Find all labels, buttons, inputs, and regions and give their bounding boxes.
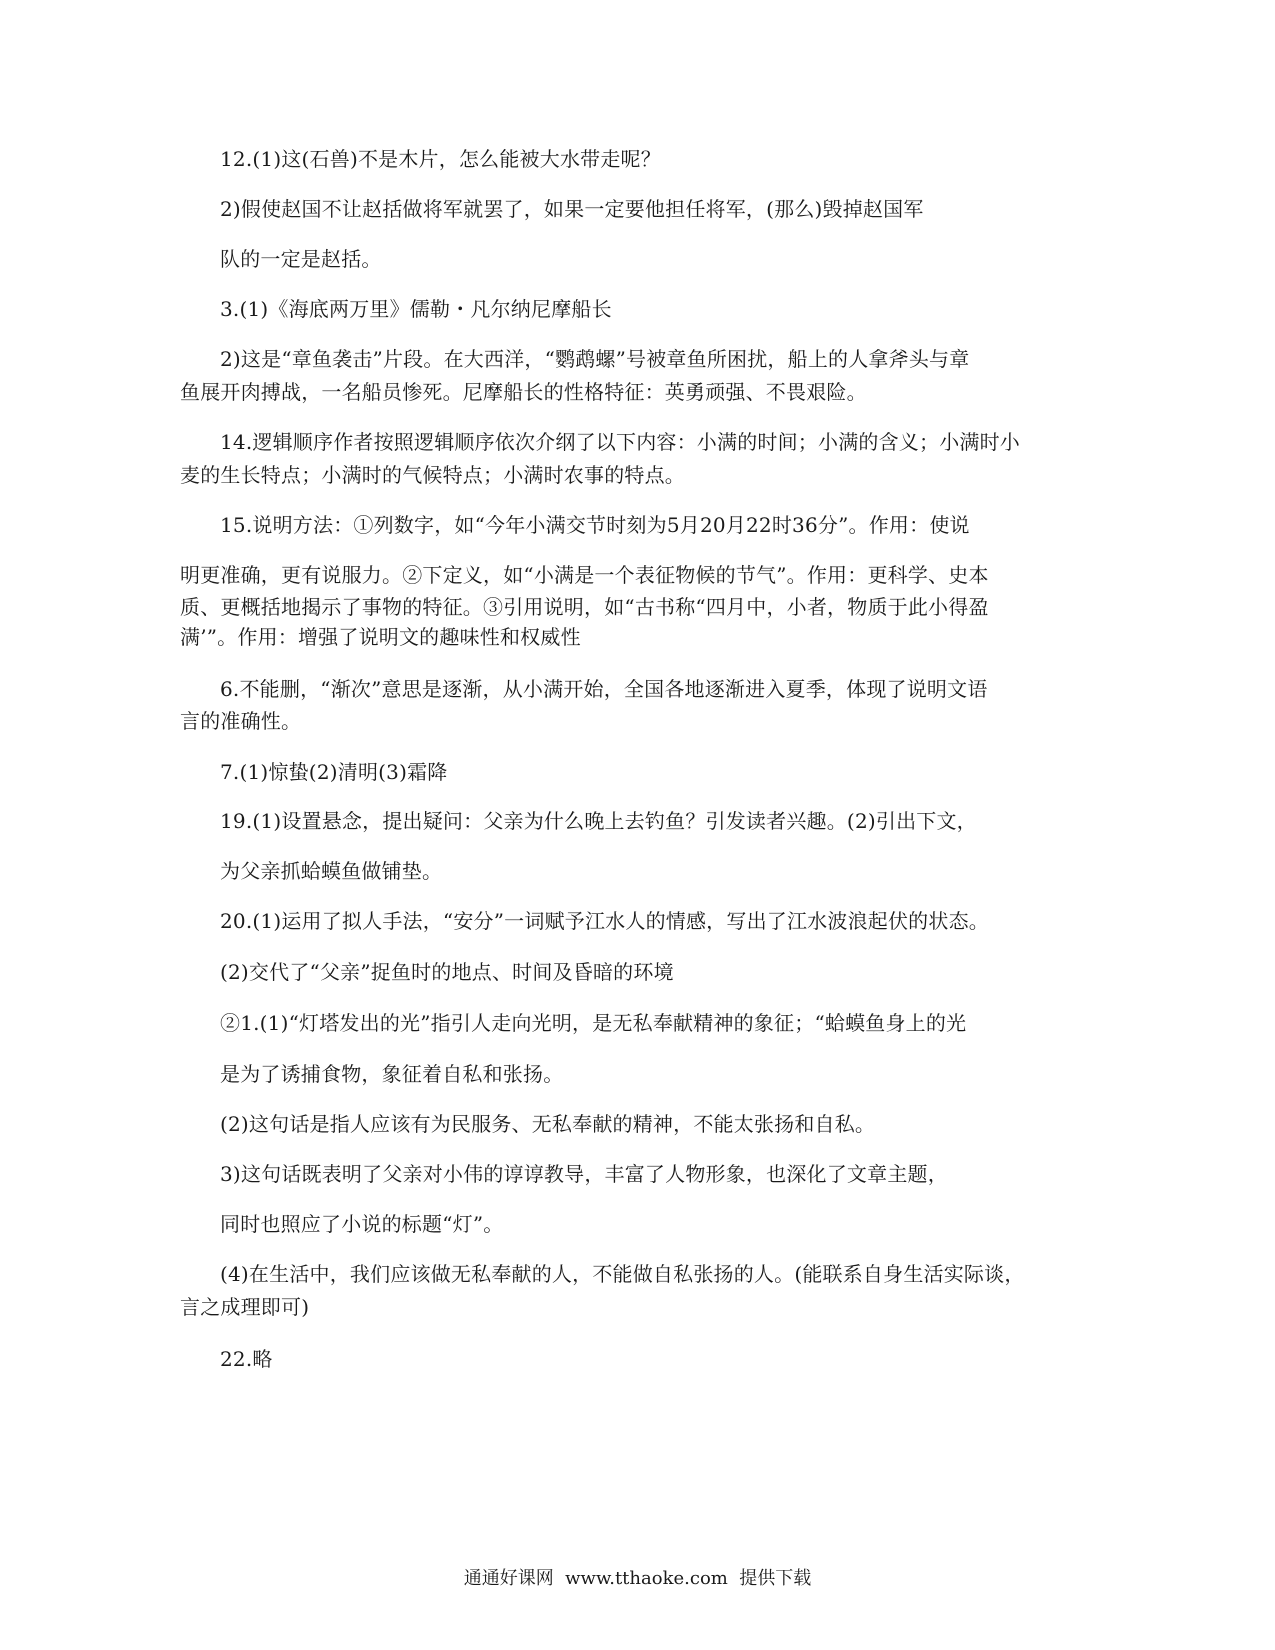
answer-line: 质、更概括地揭示了事物的特征。③引用说明，如“古书称“四月中，小者，物质于此小得盈 — [180, 595, 989, 619]
answer-line: 为父亲抓蛤蟆鱼做铺垫。 — [220, 859, 443, 883]
answer-line: 19.(1)设置悬念，提出疑问：父亲为什么晚上去钓鱼？引发读者兴趣。(2)引出下文， — [220, 809, 977, 833]
answer-line: ②1.(1)“灯塔发出的光”指引人走向光明，是无私奉献精神的象征；“蛤蟆鱼身上的光 — [220, 1011, 967, 1035]
page-footer: 通通好课网 www.tthaoke.com 提供下载 — [463, 1568, 812, 1589]
answer-line: 是为了诱捕食物，象征着自私和张扬。 — [220, 1062, 564, 1086]
answer-line: 同时也照应了小说的标题“灯”。 — [220, 1212, 504, 1236]
answer-line: 3)这句话既表明了父亲对小伟的谆谆教导，丰富了人物形象，也深化了文章主题， — [220, 1162, 948, 1186]
answer-line: 15.说明方法：①列数字，如“今年小满交节时刻为5月20月22时36分”。作用：使说 — [220, 513, 970, 537]
answer-line: 队的一定是赵括。 — [220, 247, 382, 271]
answer-line: 2)这是“章鱼袭击”片段。在大西洋，“鹦鹉螺”号被章鱼所困扰，船上的人拿斧头与章 — [220, 347, 970, 371]
answer-line: 22.略 — [220, 1347, 273, 1371]
answer-line: (2)交代了“父亲”捉鱼时的地点、时间及昏暗的环境 — [220, 960, 674, 984]
answer-line: 20.(1)运用了拟人手法，“安分”一词赋予江水人的情感，写出了江水波浪起伏的状态。 — [220, 909, 989, 933]
answer-line: 2)假使赵国不让赵括做将军就罢了，如果一定要他担任将军，(那么)毁掉赵国军 — [220, 197, 924, 221]
answer-line: 6.不能删，“渐次”意思是逐渐，从小满开始，全国各地逐渐进入夏季，体现了说明文语 — [220, 677, 988, 701]
answer-line: (4)在生活中，我们应该做无私奉献的人，不能做自私张扬的人。(能联系自身生活实际谈， — [220, 1262, 1025, 1286]
answer-line: 言的准确性。 — [180, 709, 302, 733]
answer-line: 言之成理即可) — [180, 1295, 310, 1319]
answer-line: 12.(1)这(石兽)不是木片，怎么能被大水带走呢？ — [220, 147, 661, 171]
answer-line: (2)这句话是指人应该有为民服务、无私奉献的精神，不能太张扬和自私。 — [220, 1112, 876, 1136]
answer-line: 鱼展开肉搏战，一名船员惨死。尼摩船长的性格特征：英勇顽强、不畏艰险。 — [180, 380, 867, 404]
answer-line: 7.(1)惊蛰(2)清明(3)霜降 — [220, 760, 448, 784]
answer-line: 3.(1)《海底两万里》儒勒・凡尔纳尼摩船长 — [220, 297, 612, 321]
answer-line: 满’”。作用：增强了说明文的趣味性和权威性 — [180, 625, 581, 649]
answer-line: 明更准确，更有说服力。②下定义，如“小满是一个表征物候的节气”。作用：更科学、史本 — [180, 563, 989, 587]
answer-line: 麦的生长特点；小满时的气候特点；小满时农事的特点。 — [180, 463, 685, 487]
answer-line: 14.逻辑顺序作者按照逻辑顺序依次介纲了以下内容：小满的时间；小满的含义；小满时小 — [220, 430, 1021, 454]
